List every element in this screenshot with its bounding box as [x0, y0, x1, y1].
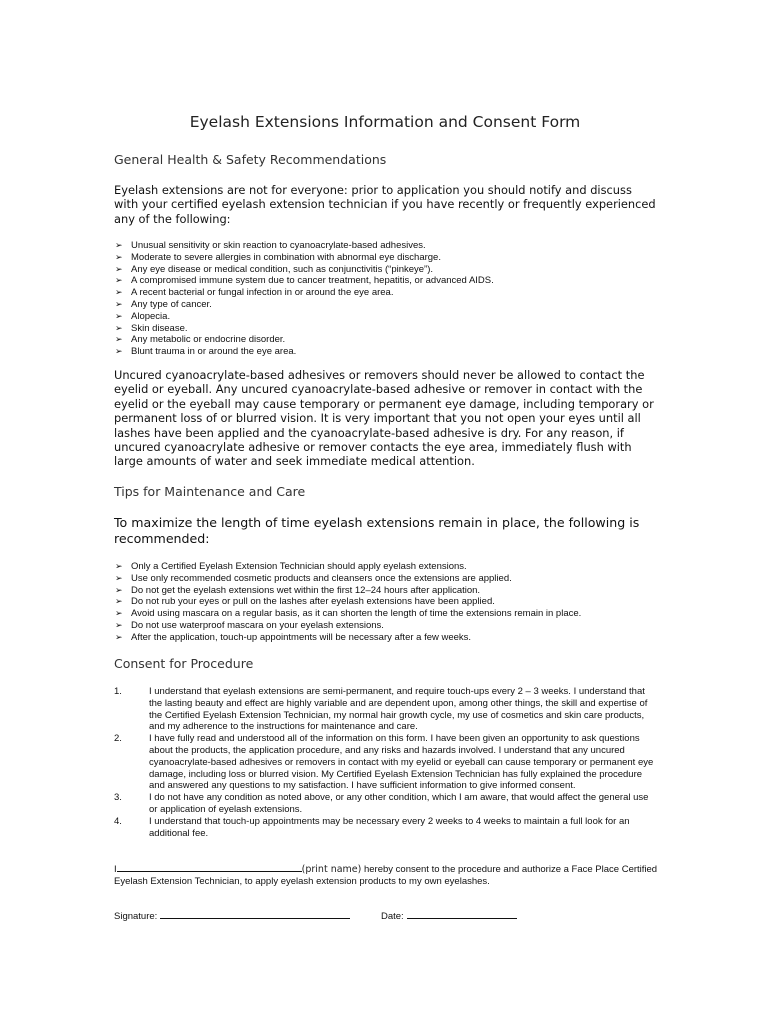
consent-statement: I (print name) hereby consent to the procedure and authorize a Face Place Certified Eyelash Extension Technician, to apply eyelash extension products to my own eyelashes.	[114, 864, 658, 887]
list-item: ➢ Do not rub your eyes or pull on the lashes after eyelash extensions have been applied.	[115, 596, 495, 608]
arrow-bullet-icon: ➢	[115, 310, 123, 321]
list-item: ➢ Moderate to severe allergies in combination with abnormal eye discharge.	[115, 251, 441, 263]
consent-terms-list	[114, 686, 659, 839]
list-item: 4. I understand that touch-up appointments may be necessary every 2 weeks to 4 weeks to maintain a full look for an additional fee.	[114, 815, 630, 839]
list-item: 2. I have fully read and understood all of the information on this form. I have been given an opportunity to ask questions about the products, the application procedure, and any risks and hazards involved. I understand that any uncured cyanoacrylate-based adhesives or removers in contact with my eyelid or eyeball can cause temporary or permanent eye damage, including loss or blurred vision. My Certified Eyelash Extension Technician has fully explained the procedure and answered any questions to my satisfaction. I have sufficient information to give informed consent.	[114, 733, 654, 792]
document-title: Eyelash Extensions Information and Consent Form	[189, 113, 581, 131]
maintenance-intro: To maximize the length of time eyelash extensions remain in place, the following is recommended:	[114, 515, 640, 546]
print-name-label: (print name)	[301, 864, 362, 875]
maintenance-heading: Tips for Maintenance and Care	[114, 484, 306, 499]
print-name-field[interactable]	[117, 862, 302, 872]
list-item: ➢ Only a Certified Eyelash Extension Technician should apply eyelash extensions.	[115, 561, 467, 572]
health-conditions-list	[114, 240, 674, 358]
list-item: 3. I do not have any condition as noted above, or any other condition, which I am aware, that would affect the general use or application of eyelash extensions.	[114, 792, 649, 815]
list-item: ➢ Use only recommended cosmetic products and cleansers once the extensions are applied.	[115, 572, 512, 584]
list-item: ➢ After the application, touch-up appointments will be necessary after a few weeks.	[115, 631, 472, 643]
arrow-bullet-icon: ➢	[115, 608, 123, 619]
arrow-bullet-icon: ➢	[115, 298, 123, 309]
list-item: ➢ Unusual sensitivity or skin reaction to cyanoacrylate-based adhesives.	[115, 240, 426, 251]
consent-heading: Consent for Procedure	[114, 656, 254, 671]
arrow-bullet-icon: ➢	[115, 631, 123, 642]
list-item: ➢ Any eye disease or medical condition, such as conjunctivitis (“pinkeye”).	[115, 263, 434, 275]
list-item: ➢ Any metabolic or endocrine disorder.	[115, 334, 286, 346]
maintenance-tips-list	[114, 561, 674, 644]
health-intro: Eyelash extensions are not for everyone: prior to application you should notify and discuss with your certified eyelash extension technician if you have recently or frequently experienced any of the following:	[114, 183, 656, 226]
arrow-bullet-icon: ➢	[115, 561, 123, 571]
list-item: ➢ Avoid using mascara on a regular basis, as it can shorten the length of time the extensions remain in place.	[115, 608, 582, 620]
arrow-bullet-icon: ➢	[115, 240, 123, 250]
list-item: ➢ Do not use waterproof mascara on your eyelash extensions.	[115, 619, 384, 631]
arrow-bullet-icon: ➢	[115, 572, 123, 583]
health-warning: Uncured cyanoacrylate-based adhesives or removers should never be allowed to contact the eyelid or eyeball. Any uncured cyanoacrylate-based adhesive or remover in contact with the eyelid or the eyeball may cause temporary or permanent eye damage, including temporary or permanent loss of or blurred vision. It is very important that you not open your eyes until all lashes have been applied and the cyanoacrylate-based adhesive is dry. For any reason, if uncured cyanoacrylate adhesive or remover contacts the eye area, immediately flush with large amounts of water and seek immediate medical attention.	[114, 368, 654, 469]
list-item: ➢ Skin disease.	[115, 322, 188, 334]
arrow-bullet-icon: ➢	[115, 334, 123, 345]
arrow-bullet-icon: ➢	[115, 596, 123, 607]
arrow-bullet-icon: ➢	[115, 346, 123, 357]
list-item: ➢ Blunt trauma in or around the eye area.	[115, 346, 297, 358]
arrow-bullet-icon: ➢	[115, 275, 123, 286]
arrow-bullet-icon: ➢	[115, 322, 123, 333]
health-heading: General Health & Safety Recommendations	[114, 152, 387, 167]
list-item: ➢ Do not get the eyelash extensions wet within the first 12–24 hours after application.	[115, 584, 481, 596]
list-item: ➢ A compromised immune system due to cancer treatment, hepatitis, or advanced AIDS.	[115, 275, 494, 287]
list-item: ➢ Alopecia.	[115, 310, 171, 322]
signature-label: Signature:	[114, 911, 158, 922]
signature-field[interactable]	[160, 909, 350, 919]
arrow-bullet-icon: ➢	[115, 619, 123, 630]
arrow-bullet-icon: ➢	[115, 584, 123, 595]
signature-row	[114, 909, 674, 922]
arrow-bullet-icon: ➢	[115, 251, 123, 262]
date-label: Date:	[380, 911, 404, 922]
date-field[interactable]	[407, 909, 517, 919]
list-item: 1. I understand that eyelash extensions are semi-permanent, and require touch-ups every 2 – 3 weeks. I understand that the lasting beauty and effect are highly variable and are dependent upon, among other things, the skill and expertise of the Certified Eyelash Extension Technician, my normal hair growth cycle, my use of cosmetics and skin care products, and my adherence to the instructions for maintenance and care.	[114, 686, 648, 733]
arrow-bullet-icon: ➢	[115, 287, 123, 298]
list-item: ➢ Any type of cancer.	[115, 298, 212, 310]
arrow-bullet-icon: ➢	[115, 263, 123, 274]
list-item: ➢ A recent bacterial or fungal infection in or around the eye area.	[115, 287, 394, 299]
